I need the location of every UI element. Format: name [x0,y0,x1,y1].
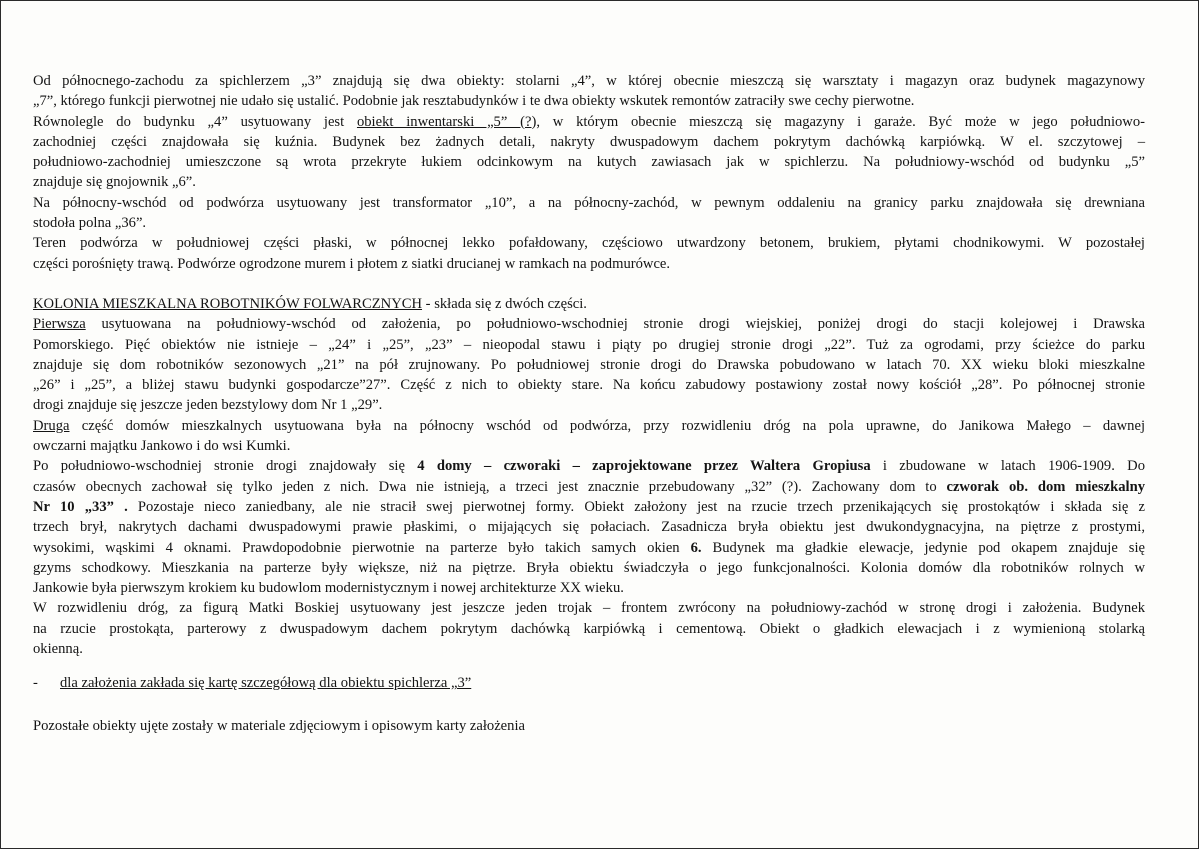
underlined-phrase: dla założenia zakłada się kartę szczegółową dla obiektu spichlerza „3” [60,675,472,692]
section-heading [33,294,1145,314]
text-line: „7”, którego funkcji pierwotnej nie udało się ustalić. Podobnie jak resztabudynków i te dwa obiekty wskutek remontów zatraciły swe cechy pierwotne. [33,93,915,110]
paragraph-spacer [33,694,1145,716]
text-line [33,314,1145,334]
document-body [33,71,1145,736]
text-run: usytuowana na południowy-wschód od założenia, po południowo-wschodniej stronie drogi wiejskiej, poniżej drogi do stacji kolejowej i Drawska [85,316,1145,333]
text-line: na rzucie prostokąta, parterowy z dwuspadowym dachem pokrytym dachówką karpiówką i cementową. Obiekt o gładkich elewacjach i z wymienioną stolarką [33,620,1145,637]
bold-phrase: 6. [690,539,702,556]
text-line: „26” i „25”, a bliżej stawu budynki gospodarcze”27”. Część z nich to obiekty stare. Na końcu zabudowy postawiony został nowy kościół „28”. Po północnej stronie [33,377,1145,394]
section-heading-title: KOLONIA MIESZKALNA ROBOTNIKÓW FOLWARCZNYCH [33,295,423,312]
text-run: w którym obecnie mieszczą się magazyny i garaże. Być może w jego południowo- [539,113,1146,130]
text-line: Teren podwórza w południowej części płaski, w północnej lekko pofałdowany, częściowo utwardzony betonem, brukiem, płytami chodnikowymi. W pozostałej [33,235,1145,252]
text-line: okienną. [33,641,83,658]
text-line: Od północnego-zachodu za spichlerzem „3” znajdują się dwa obiekty: stolarni „4”, w której obecnie mieszczą się warsztaty i magazyn oraz budynek magazynowy [33,73,1145,89]
text-line: drogi znajduje się jeszcze jeden bezstylowy dom Nr 1 „29”. [33,397,383,414]
text-run: Po południowo-wschodniej stronie drogi znajdowały się [33,458,418,475]
bold-phrase: 4 domy – czworaki – zaprojektowane przez Waltera Gropiusa [417,458,871,475]
text-line [33,456,1145,476]
paragraph-spacer [33,274,1145,294]
text-line [33,477,1145,497]
text-run: Pozostaje nieco zaniedbany, ale nie stracił swej pierwotnej formy. Obiekt założony jest na rzucie trzech przenikających się prostokątów i składa się z [127,498,1145,515]
text-run: czasów obecnych zachował się tylko jeden z nich. Dwa nie istnieją, a trzeci jest znacznie przebudowany „32” (?). Zachowany dom to [33,478,947,495]
bold-phrase: Nr 10 „33” . [33,498,128,515]
text-line: znajduje się dom robotników sezonowych „21” na pół zrujnowany. Po południowej stronie drogi do Drawska pobudowano w latach 70. XX wieku bloki mieszkalne [33,356,1145,373]
text-line: gzyms schodkowy. Mieszkania na parterze były większe, niż na piętrze. Bryła obiektu świadczyła o jego funkcjonalności. Kolonia domów dla robotników rolnych w [33,559,1145,576]
text-line: stodoła polna „36”. [33,215,147,232]
text-line: Jankowie była pierwszym krokiem ku budowlom modernistycznym i nowej architekturze XX wieku. [33,580,624,597]
text-run: Równolegle do budynku „4” usytuowany jest [33,113,357,130]
bullet-dash: - [33,675,38,692]
bold-phrase: czworak ob. dom mieszkalny [946,478,1145,495]
text-run: wysokimi, wąskimi 4 oknami. Prawdopodobnie pierwotnie na parterze było takich samych okien [33,539,691,556]
underlined-phrase: Pierwsza [33,316,86,333]
text-line: Pomorskiego. Pięć obiektów nie istnieje – „24” i „25”, „23” – nieopodal stawu i piąty po drugiej stronie drogi „22”. Tuż za ogrodami, przy ścieżce do parku [33,336,1145,353]
text-line: części porośnięty trawą. Podwórze ogrodzone murem i płotem z siatki drucianej w ramkach na podmurówce. [33,255,671,272]
closing-line: Pozostałe obiekty ujęte zostały w materiale zdjęciowym i opisowym karty założenia [33,717,525,734]
bullet-item [33,673,1145,693]
text-line [33,538,1145,558]
underlined-phrase: obiekt inwentarski „5” (?), [356,113,540,130]
text-run: i zbudowane w latach 1906-1909. Do [870,458,1145,475]
text-line [33,497,1145,517]
text-line: W rozwidleniu dróg, za figurą Matki Boskiej usytuowany jest jeszcze jeden trojak – frontem zwrócony na południowy-zachód w stronę drogi i założenia. Budynek [33,600,1145,617]
text-line: południowo-zachodniej umieszczone są wrota przekryte łukiem odcinkowym na kutych zawiasach jak w spichlerzu. Na południowy-wschód od budynku „5” [33,154,1145,171]
text-line [33,112,1145,132]
text-run: część domów mieszkalnych usytuowana była na północny wschód od podwórza, przy rozwidleniu dróg na pola uprawne, do Janikowa Małego – dawnej [69,417,1145,434]
text-line: zachodniej części znajdowała się kuźnia. Budynek bez żadnych detali, nakryty dwuspadowym dachem pokrytym dachówką karpiówką. W el. szczytowej – [33,133,1145,150]
text-run: - składa się z dwóch części. [422,295,587,312]
paragraph-spacer [33,659,1145,673]
text-line [33,416,1145,436]
text-line: znajduje się gnojownik „6”. [33,174,196,191]
text-line: Na północny-wschód od podwórza usytuowany jest transformator „10”, a na północny-zachód, w pewnym oddaleniu na granicy parku znajdowała się drewniana [33,194,1145,211]
text-line: trzech brył, nakrytych dachami dwuspadowymi prawie płaskimi, o mijających się połaciach. Zasadnicza bryła obiektu jest dwukondygnacyjna, na piętrze z prostymi, [33,519,1145,536]
underlined-phrase: Druga [33,417,70,434]
text-run: Budynek ma gładkie elewacje, jedynie pod okapem znajduje się [701,539,1146,556]
text-line: owczarni majątku Jankowo i do wsi Kumki. [33,438,291,455]
